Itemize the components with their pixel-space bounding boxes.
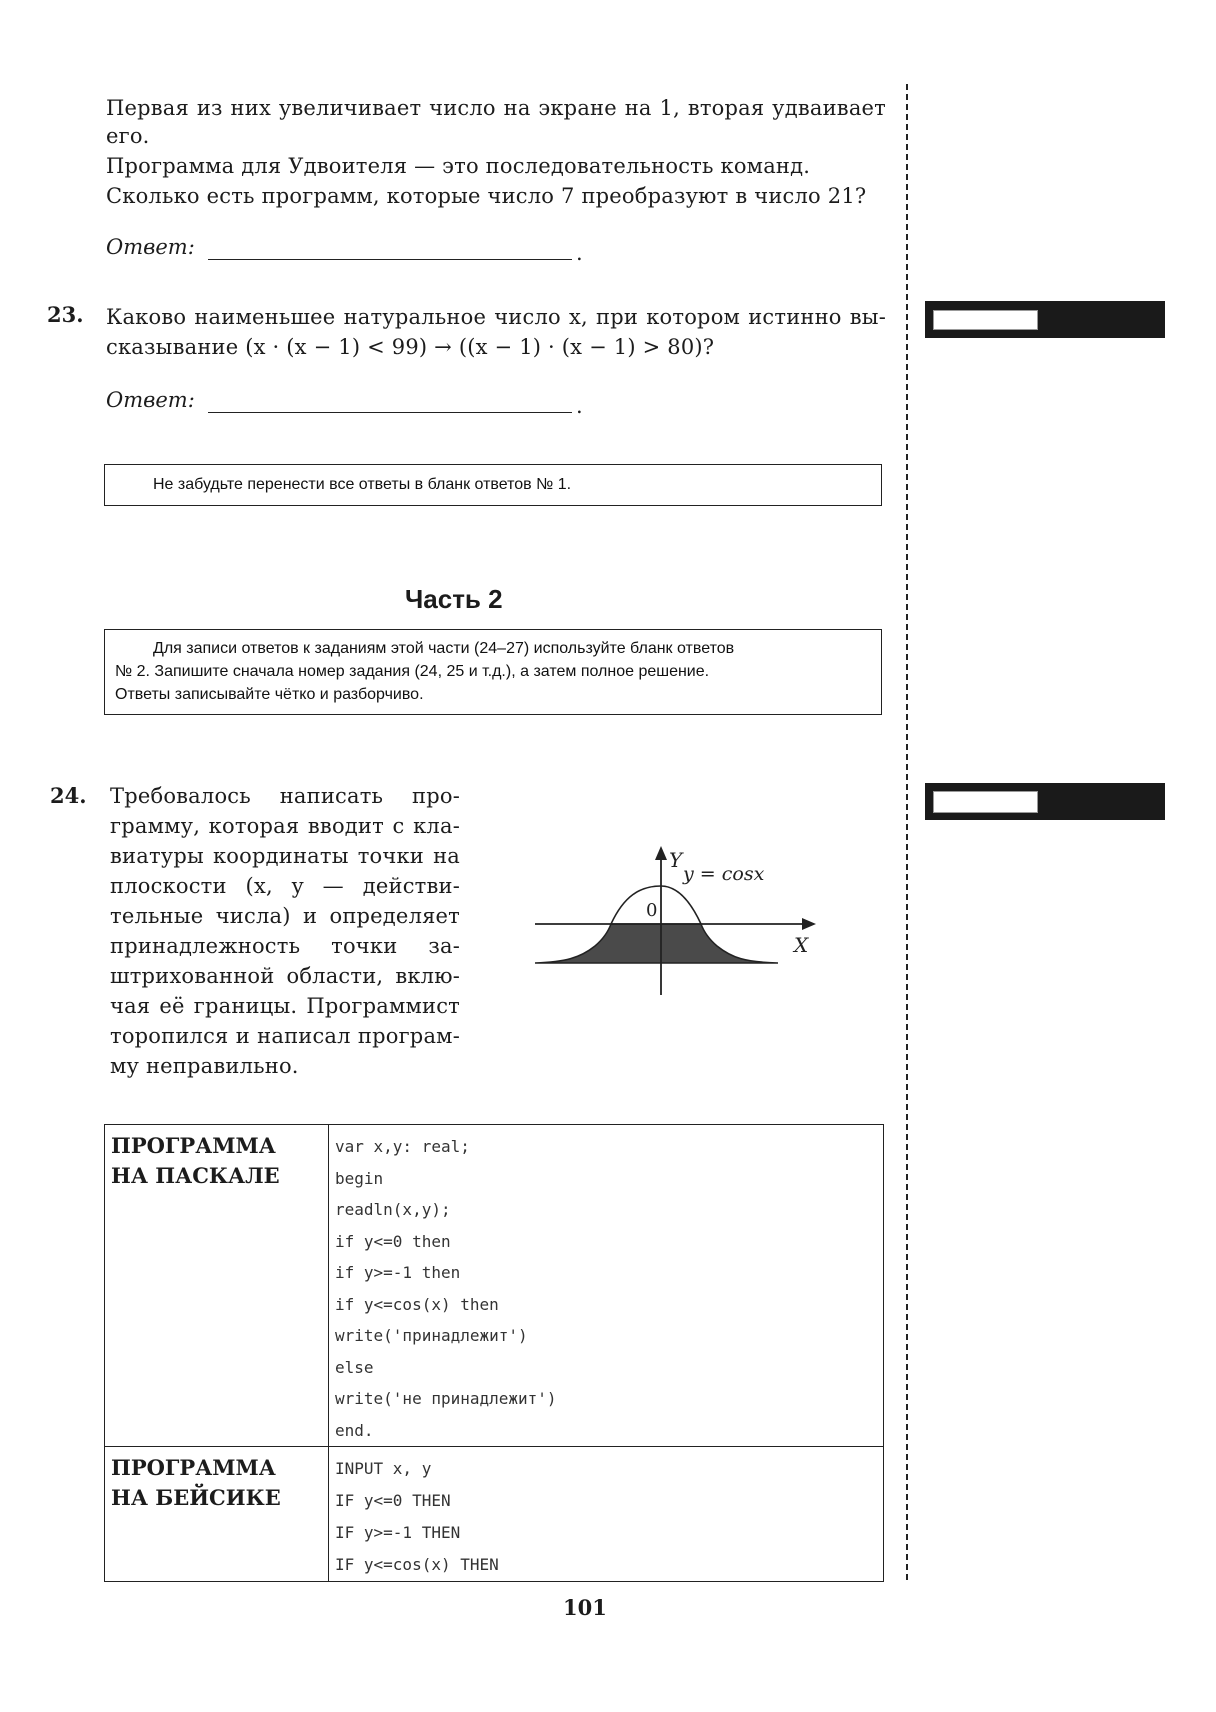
page-number: 101 [563, 1595, 607, 1620]
basic-code-line-2: IF y<=0 THEN [335, 1491, 451, 1510]
part-2-title: Часть 2 [405, 584, 503, 614]
q24-line-5: тельные числа) и определяет [110, 904, 460, 928]
q22-line-3: Программа для Удвоителя — это последовательность команд. [106, 154, 811, 178]
q22-line-4: Сколько есть программ, которые число 7 преобразуют в число 21? [106, 184, 867, 208]
q24-line-8: чая её границы. Программист [110, 994, 460, 1018]
basic-code-line-4: IF y<=cos(x) THEN [335, 1555, 499, 1574]
q22-line-1: Первая из них увеличивает число на экране на 1, вторая удваивает [106, 96, 886, 120]
basic-code-line-3: IF y>=-1 THEN [335, 1523, 461, 1542]
q24-figure [520, 840, 830, 1000]
q24-line-6: принадлежность точки за- [110, 934, 460, 958]
basic-label-line-1: ПРОГРАММА [111, 1455, 276, 1480]
q22-answer-field[interactable] [208, 259, 572, 260]
q24-line-9: торопился и написал програм- [110, 1024, 460, 1048]
q23-answer-label: Ответ: [106, 388, 195, 412]
y-axis-arrow [655, 846, 667, 860]
pascal-label [105, 1125, 328, 1191]
q23-answer-field[interactable] [208, 412, 572, 413]
pascal-code-line-9: write('не принадлежит') [335, 1389, 557, 1408]
pascal-code [329, 1125, 883, 1446]
score-box-q24 [925, 783, 1165, 820]
pascal-code-line-4: if y<=0 then [335, 1231, 451, 1251]
basic-label-line-2: НА БЕЙСИКЕ [111, 1485, 281, 1510]
basic-code-line-1: INPUT x, y [335, 1459, 432, 1478]
instructions-line-2: № 2. Запишите сначала номер задания (24, 25 и т.д.), а затем полное решение. [115, 663, 710, 680]
instructions-line-3: Ответы записывайте чётко и разборчиво. [115, 686, 424, 703]
x-axis-arrow [802, 918, 816, 930]
q24-line-10: му неправильно. [110, 1054, 299, 1078]
q24-line-3: виатуры координаты точки на [110, 844, 460, 868]
pascal-row [105, 1125, 884, 1447]
cut-line [906, 84, 908, 1580]
score-field-q23[interactable] [933, 310, 1038, 330]
pascal-code-line-6: if y<=cos(x) then [335, 1294, 499, 1314]
pascal-label-line-1: ПРОГРАММА [111, 1133, 276, 1158]
instructions-line-1: Для записи ответов к заданиям этой части (24–27) используйте бланк ответов [153, 640, 735, 657]
q23-line-1: Каково наименьшее натуральное число x, при котором истинно вы- [106, 305, 886, 329]
basic-code [329, 1447, 883, 1581]
origin-label: 0 [646, 900, 658, 921]
q24-number: 24. [50, 783, 87, 808]
part-2-instructions-box [104, 629, 882, 715]
q23-answer-period: . [576, 394, 583, 418]
q24-line-1: Требовалось написать про- [110, 784, 460, 808]
q22-answer-label: Ответ: [106, 235, 195, 259]
pascal-code-line-10: end. [335, 1420, 374, 1440]
shaded-region [535, 924, 778, 963]
curve-label: y = cosx [683, 863, 765, 885]
x-axis-label: X [794, 933, 809, 957]
pascal-code-line-1: var x,y: real; [335, 1137, 470, 1156]
pascal-code-line-7: write('принадлежит') [335, 1326, 528, 1345]
reminder-text: Не забудьте перенести все ответы в бланк ответов № 1. [153, 476, 572, 493]
q24-line-2: грамму, которая вводит с кла- [110, 814, 460, 838]
programs-table [104, 1124, 884, 1582]
y-axis-label: Y [669, 848, 683, 872]
pascal-code-line-5: if y>=-1 then [335, 1263, 461, 1282]
q22-answer-period: . [576, 241, 583, 265]
q24-line-7: штрихованной области, вклю- [110, 964, 460, 988]
basic-row [105, 1447, 884, 1582]
pascal-label-line-2: НА ПАСКАЛЕ [111, 1163, 280, 1188]
basic-label [105, 1447, 328, 1513]
pascal-code-line-8: else [335, 1357, 374, 1377]
q23-number: 23. [47, 302, 84, 327]
score-field-q24[interactable] [933, 791, 1038, 813]
q23-line-2: сказывание (x · (x − 1) < 99) → ((x − 1) · (x − 1) > 80)? [106, 335, 715, 359]
score-box-q23 [925, 301, 1165, 338]
pascal-code-line-3: readln(x,y); [335, 1200, 451, 1219]
reminder-box [104, 464, 882, 506]
q24-text [110, 781, 460, 1081]
q22-line-2: его. [106, 124, 150, 148]
q24-line-4: плоскости (x, y — действи- [110, 874, 460, 898]
pascal-code-line-2: begin [335, 1168, 384, 1188]
